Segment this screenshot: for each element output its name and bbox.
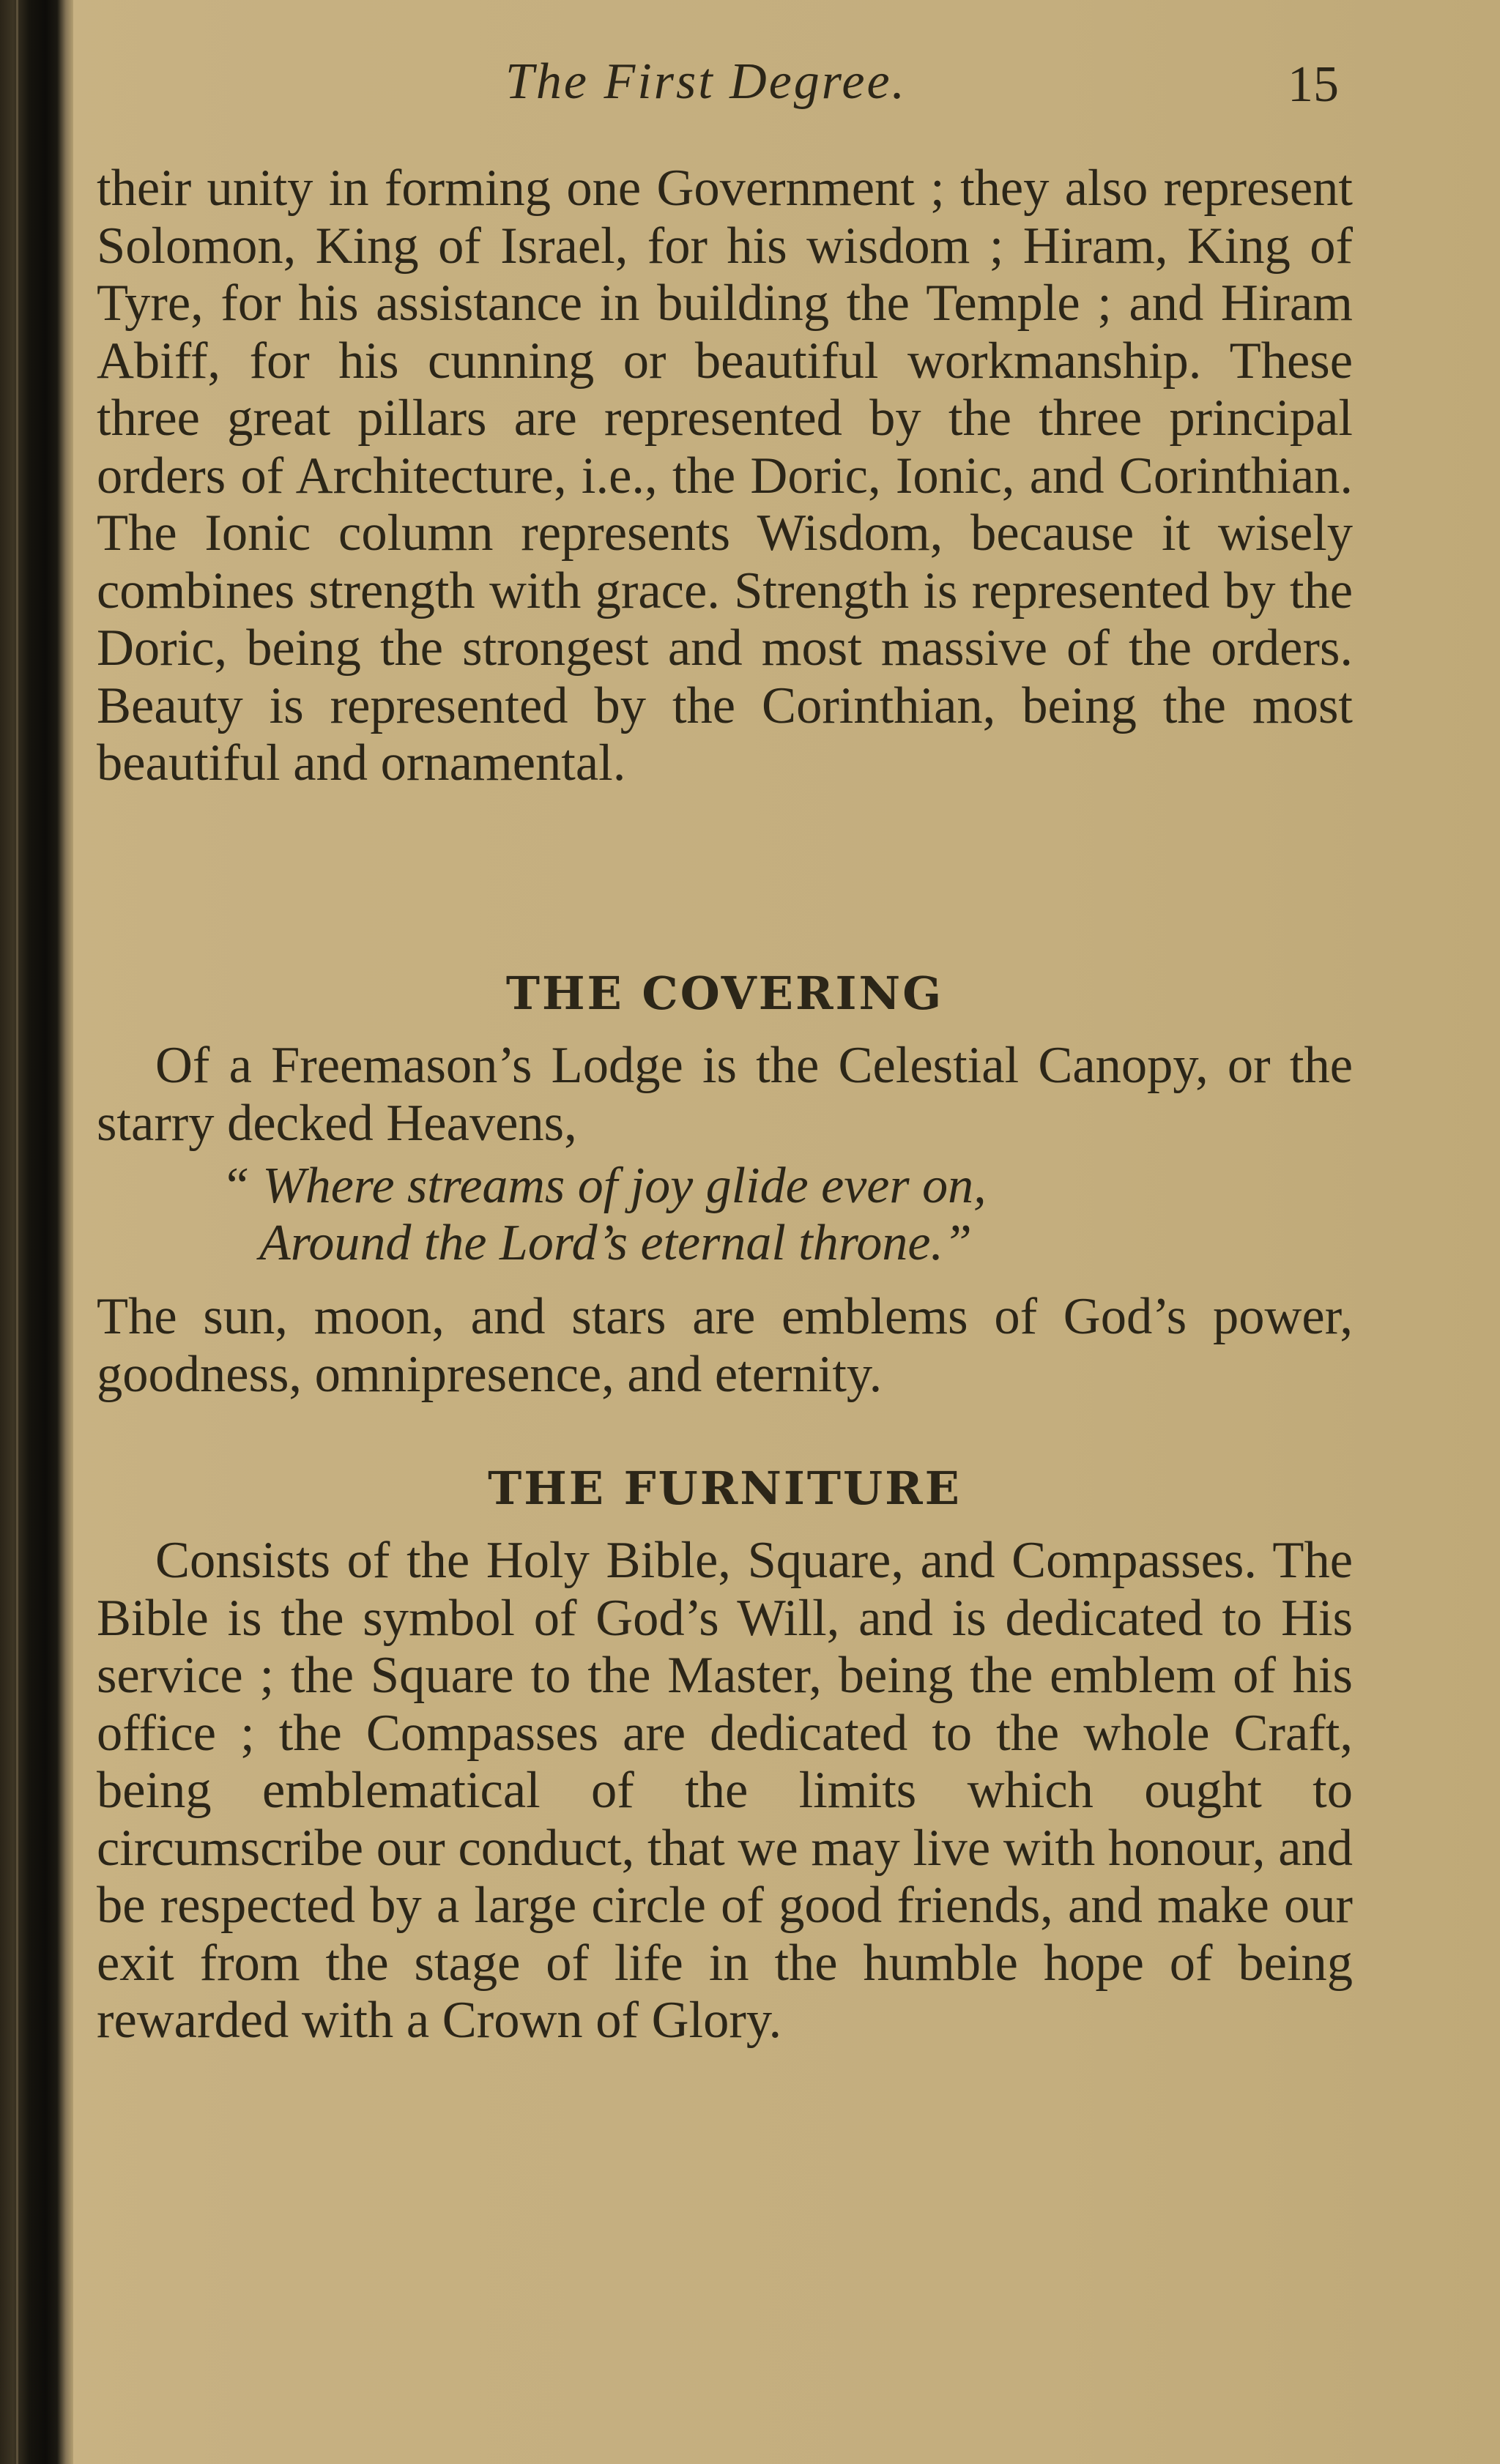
covering-intro-paragraph: Of a Freemason’s Lodge is the Celestial Canopy, or the starry decked Heavens, — [97, 1037, 1353, 1152]
page-header — [0, 45, 1500, 119]
running-title: The First Degree. — [505, 53, 907, 110]
quoted-verse — [97, 1158, 1353, 1272]
furniture-paragraph: Consists of the Holy Bible, Square, and Compasses. The Bible is the symbol of God’s Will, and is dedicated to His service ; the Square to the Master, being the emblem of his office ; the Compasses are dedicated to the whole Craft, being emblematical of the limits which ought to circumscribe our conduct, that we may live with honour, and be respected by a large circle of good friends, and make our exit from the stage of life in the humble hope of being rewarded with a Crown of Glory. — [97, 1532, 1353, 2049]
covering-emblems-paragraph: The sun, moon, and stars are emblems of God’s power, goodness, omnipresence, and eternity. — [97, 1288, 1353, 1403]
section-heading-furniture: THE FURNITURE — [488, 1462, 962, 1515]
section-heading-covering: THE COVERING — [505, 967, 944, 1020]
page-body — [97, 160, 1353, 2050]
verse-line: Around the Lord’s eternal throne.” — [259, 1215, 972, 1271]
page-number: 15 — [1288, 56, 1339, 113]
book-spine-edge — [0, 0, 73, 2464]
spine-crease — [16, 0, 18, 2464]
verse-line: “ Where streams of joy glide ever on, — [221, 1158, 987, 1214]
opening-paragraph: their unity in forming one Government ; they also represent Solomon, King of Israel, for his wisdom ; Hiram, King of Tyre, for his assistance in building the Temple ; and Hiram Abiff, for his cunning or beautiful workmanship. These three great pillars are represented by the three principal orders of Architecture, i.e., the Doric, Ionic, and Corinthian. The Ionic column represents Wisdom, because it wisely combines strength with grace. Strength is represented by the Doric, being the strongest and most massive of the orders. Beauty is represented by the Corinthian, being the most beautiful and ornamental. — [97, 160, 1353, 792]
